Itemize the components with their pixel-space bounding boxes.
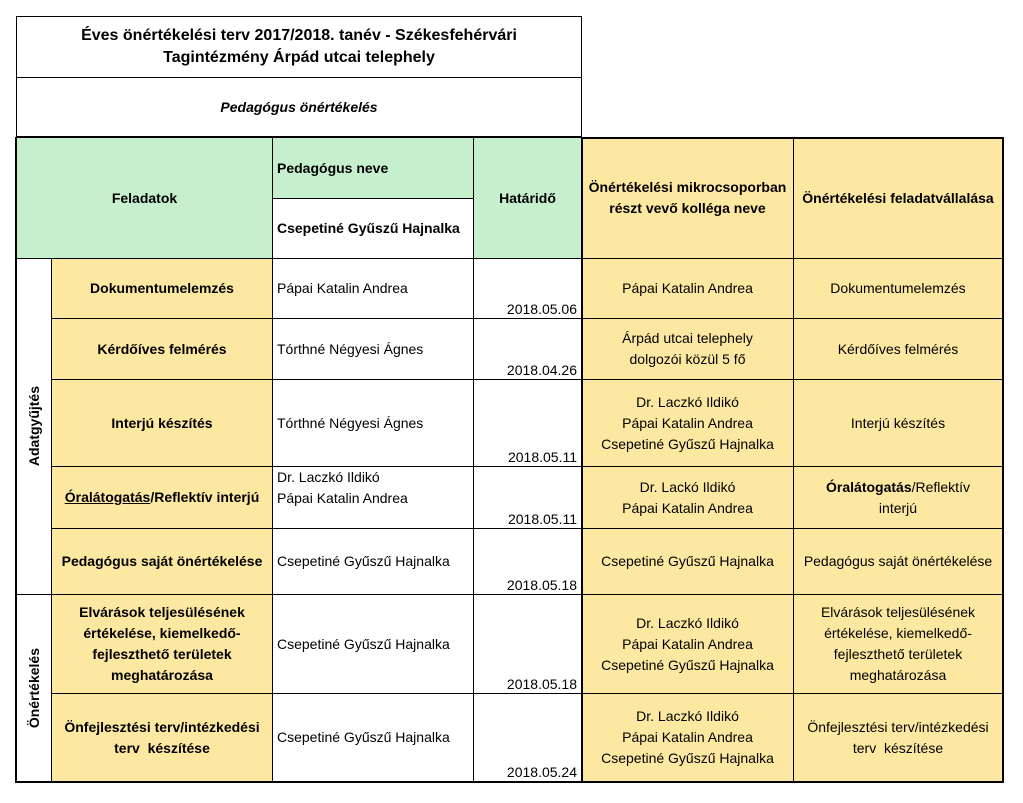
task-cell: [51, 379, 273, 467]
person-cell: [272, 318, 474, 380]
person-label: Dr. Laczkó Ildikó: [277, 469, 380, 485]
commitment-cell: [793, 693, 1003, 782]
document-title: [16, 16, 582, 78]
header-feladatok: [16, 137, 273, 259]
task-label-rest: /Reflektív interjú: [150, 489, 260, 505]
section-subtitle: [16, 77, 582, 137]
colleague-label: Csepetiné Gyűszű Hajnalka: [601, 435, 774, 452]
task-cell: [51, 466, 273, 529]
colleague-label: Pápai Katalin Andrea: [622, 280, 753, 296]
subtitle-text: Pedagógus önértékelés: [220, 98, 378, 115]
title-line-2: Tagintézmény Árpád utcai telephely: [163, 49, 435, 66]
task-label: Kérdőíves felmérés: [97, 340, 227, 357]
header-feladatvallalas: [793, 137, 1003, 259]
colleague-label: Dr. Lackó Ildikó: [639, 478, 736, 495]
deadline-label: 2018.05.11: [507, 449, 577, 465]
group-adatgyujtes-label: Adatgyűjtés: [25, 386, 42, 467]
commitment-cell: [793, 379, 1003, 467]
deadline-label: 2018.05.18: [506, 676, 577, 692]
colleague-label: Dr. Laczkó Ildikó: [636, 614, 739, 631]
task-label: terv készítése: [114, 739, 210, 756]
commitment-label: meghatározása: [849, 667, 947, 683]
title-line-1: Éves önértékelési terv 2017/2018. tanév - Székesfehérvári: [81, 27, 517, 44]
header-hatarido: [473, 137, 582, 259]
task-cell: [51, 258, 273, 319]
person-cell: [272, 466, 474, 529]
header-hatarido-label: Határidő: [499, 189, 556, 206]
colleague-cell: [581, 466, 794, 529]
task-label: értékelése, kiemelkedő-: [83, 625, 241, 641]
group-onertekeles: [16, 594, 52, 782]
person-cell: [272, 693, 474, 782]
person-label: Pápai Katalin Andrea: [277, 490, 408, 506]
commitment-label: Pedagógus saját önértékelése: [803, 553, 993, 569]
deadline-cell: [473, 466, 582, 529]
task-cell: [51, 693, 273, 782]
colleague-label: Csepetiné Gyűszű Hajnalka: [601, 656, 774, 673]
task-label-underlined: Óralátogatás: [64, 489, 151, 505]
group-onertekeles-label: Önértékelés: [25, 647, 42, 729]
commitment-cell: [793, 466, 1003, 529]
colleague-label: Csepetiné Gyűszű Hajnalka: [601, 553, 774, 569]
commitment-label: értékelése, kiemelkedő-: [824, 625, 972, 641]
colleague-cell: [581, 318, 794, 380]
task-label: Pedagógus saját önértékelése: [61, 553, 263, 569]
colleague-label: Pápai Katalin Andrea: [622, 414, 753, 431]
header-pedagogus-value: [272, 198, 474, 259]
task-cell: [51, 528, 273, 595]
commitment-label: Elvárások teljesülésének: [820, 604, 976, 620]
deadline-cell: [473, 318, 582, 380]
commitment-label: Önfejlesztési terv/intézkedési: [807, 718, 989, 735]
commitment-cell: [793, 258, 1003, 319]
commitment-cell: [793, 528, 1003, 595]
person-label: Pápai Katalin Andrea: [277, 280, 408, 296]
task-label: [65, 487, 260, 508]
colleague-label: Pápai Katalin Andrea: [622, 499, 753, 516]
person-cell: [272, 528, 474, 595]
person-label: Tórthné Négyesi Ágnes: [277, 340, 424, 357]
deadline-cell: [473, 693, 582, 782]
person-cell: [272, 379, 474, 467]
commitment-label: fejleszthető területek: [833, 646, 963, 662]
colleague-label: dolgozói közül 5 fő: [629, 351, 746, 367]
commitment-label-rest: /Reflektív: [911, 478, 970, 495]
group-adatgyujtes: [16, 258, 52, 595]
colleague-label: Dr. Laczkó Ildikó: [636, 393, 739, 410]
person-cell: [272, 594, 474, 694]
header-mikrocsoport: [581, 137, 794, 259]
commitment-label-bold: Óralátogatás: [826, 478, 912, 495]
colleague-label: Csepetiné Gyűszű Hajnalka: [601, 750, 774, 766]
header-feladatok-label: Feladatok: [111, 189, 178, 206]
colleague-cell: [581, 258, 794, 319]
deadline-label: 2018.04.26: [506, 362, 577, 378]
colleague-label: Árpád utcai telephely: [622, 330, 753, 346]
commitment-cell: [793, 594, 1003, 694]
colleague-cell: [581, 693, 794, 782]
deadline-label: 2018.05.06: [506, 301, 577, 317]
task-label: Interjú készítés: [111, 414, 213, 431]
task-label: meghatározása: [111, 667, 213, 683]
colleague-cell: [581, 594, 794, 694]
task-label: Dokumentumelemzés: [90, 280, 234, 296]
deadline-cell: [473, 528, 582, 595]
colleague-label: Pápai Katalin Andrea: [622, 729, 753, 745]
header-feladatvallalas-label: Önértékelési feladatvállalása: [802, 189, 994, 206]
deadline-cell: [473, 379, 582, 467]
commitment-label: Dokumentumelemzés: [830, 280, 966, 296]
commitment-label: Kérdőíves felmérés: [837, 340, 959, 357]
header-pedagogus-neve-label: Pedagógus neve: [277, 159, 389, 176]
header-mikrocsoport-line1: Önértékelési mikrocsoporban: [588, 179, 787, 195]
commitment-label: Interjú készítés: [850, 414, 946, 431]
task-label: fejleszthető területek: [92, 646, 232, 662]
commitment-cell: [793, 318, 1003, 380]
header-mikrocsoport-line2: részt vevő kolléga neve: [609, 200, 766, 216]
person-cell: [272, 258, 474, 319]
header-pedagogus-neve: [272, 137, 474, 199]
colleague-cell: [581, 379, 794, 467]
commitment-label: interjú: [878, 499, 918, 516]
colleague-cell: [581, 528, 794, 595]
person-label: Csepetiné Gyűszű Hajnalka: [277, 729, 450, 745]
commitment-label: [826, 477, 970, 498]
deadline-cell: [473, 258, 582, 319]
colleague-label: Dr. Laczkó Ildikó: [636, 708, 739, 724]
commitment-label: terv készítése: [852, 739, 944, 756]
task-label: Önfejlesztési terv/intézkedési: [64, 718, 260, 735]
deadline-label: 2018.05.11: [507, 511, 577, 527]
deadline-cell: [473, 594, 582, 694]
task-label: Elvárások teljesülésének: [79, 604, 245, 620]
person-label: Csepetiné Gyűszű Hajnalka: [277, 635, 450, 652]
colleague-label: Pápai Katalin Andrea: [622, 635, 753, 652]
header-pedagogus-value-label: Csepetiné Gyűszű Hajnalka: [277, 220, 460, 236]
deadline-label: 2018.05.18: [506, 577, 577, 593]
task-cell: [51, 318, 273, 380]
person-label: Csepetiné Gyűszű Hajnalka: [277, 553, 450, 569]
deadline-label: 2018.05.24: [506, 764, 577, 780]
task-cell: [51, 594, 273, 694]
person-label: Tórthné Négyesi Ágnes: [277, 414, 424, 431]
